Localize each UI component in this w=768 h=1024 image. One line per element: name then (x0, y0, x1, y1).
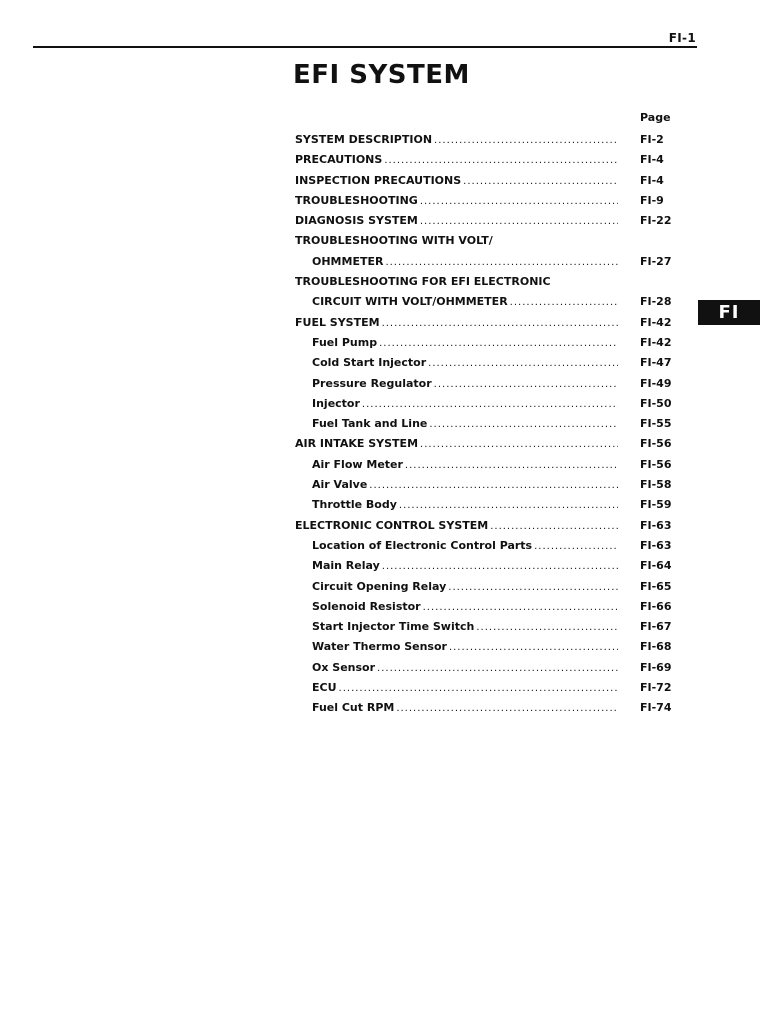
toc-entry[interactable] (294, 475, 684, 495)
toc-entry (294, 231, 684, 251)
toc-entry-title: Pressure Regulator (312, 376, 432, 390)
toc-entry-title: TROUBLESHOOTING FOR EFI ELECTRONIC (295, 275, 551, 289)
toc-entry-page: FI-4 (640, 173, 664, 187)
toc-entry[interactable] (294, 252, 684, 272)
toc-entry (294, 272, 684, 292)
toc-entry[interactable] (294, 150, 684, 170)
page-number: FI-1 (668, 31, 696, 45)
toc-entry-title: ECU (312, 681, 337, 695)
toc-entry-page: FI-64 (640, 559, 672, 573)
dot-leader (448, 578, 618, 598)
toc-entry-title: Location of Electronic Control Parts (312, 538, 533, 552)
toc-entry[interactable] (294, 333, 684, 353)
toc-entry-page: FI-4 (640, 153, 664, 167)
toc-entry[interactable] (294, 455, 684, 475)
toc-entry[interactable] (294, 171, 684, 191)
toc-entry[interactable] (294, 516, 684, 536)
toc-entry-title: Main Relay (312, 559, 380, 573)
toc-entry-title: Air Valve (312, 478, 368, 492)
dot-leader (463, 172, 618, 192)
toc-entry-title: Start Injector Time Switch (312, 620, 475, 634)
toc-entry-page: FI-47 (640, 356, 672, 370)
toc-entry[interactable] (294, 577, 684, 597)
toc-entry-title: Fuel Pump (312, 335, 378, 349)
dot-leader (429, 415, 618, 435)
dot-leader (399, 496, 618, 516)
toc-entry-title: Cold Start Injector (312, 356, 427, 370)
toc-entry-page: FI-50 (640, 396, 672, 410)
section-tab[interactable]: FI (698, 300, 760, 325)
toc-entry-page: FI-67 (640, 620, 672, 634)
toc-entry-title: TROUBLESHOOTING (295, 193, 418, 207)
dot-leader (339, 679, 618, 699)
toc-entry-title: ELECTRONIC CONTROL SYSTEM (295, 518, 489, 532)
toc-entry-title: Water Thermo Sensor (312, 640, 447, 654)
toc-entry-page: FI-55 (640, 417, 672, 431)
toc-entry-title: Air Flow Meter (312, 457, 403, 471)
toc-entry[interactable] (294, 191, 684, 211)
dot-leader (377, 659, 618, 679)
toc-entry[interactable] (294, 313, 684, 333)
dot-leader (428, 354, 618, 374)
toc-entry-page: FI-68 (640, 640, 672, 654)
toc-entry-title: DIAGNOSIS SYSTEM (295, 214, 418, 228)
dot-leader (405, 456, 618, 476)
dot-leader (385, 253, 618, 273)
toc-entry[interactable] (294, 637, 684, 657)
toc-entry-title: FUEL SYSTEM (295, 315, 380, 329)
table-of-contents (294, 130, 684, 719)
toc-entry-title: Circuit Opening Relay (312, 579, 447, 593)
toc-entry[interactable] (294, 374, 684, 394)
toc-entry-page: FI-63 (640, 538, 672, 552)
toc-entry-page: FI-9 (640, 193, 664, 207)
page-column-label: Page (640, 111, 671, 124)
header-rule (33, 46, 697, 48)
toc-entry[interactable] (294, 211, 684, 231)
dot-leader (434, 131, 618, 151)
dot-leader (420, 212, 618, 232)
dot-leader (379, 334, 618, 354)
toc-entry[interactable] (294, 414, 684, 434)
toc-entry-title: Injector (312, 396, 360, 410)
dot-leader (449, 638, 618, 658)
toc-entry[interactable] (294, 617, 684, 637)
toc-entry-title: Fuel Tank and Line (312, 417, 428, 431)
dot-leader (490, 517, 618, 537)
toc-entry-page: FI-56 (640, 437, 672, 451)
dot-leader (476, 618, 618, 638)
toc-entry-title: Fuel Cut RPM (312, 701, 395, 715)
toc-entry-title: Ox Sensor (312, 660, 376, 674)
dot-leader (382, 557, 618, 577)
toc-entry[interactable] (294, 597, 684, 617)
toc-entry-title: CIRCUIT WITH VOLT/OHMMETER (312, 295, 508, 309)
toc-entry[interactable] (294, 678, 684, 698)
toc-entry-page: FI-69 (640, 660, 672, 674)
toc-entry-title: AIR INTAKE SYSTEM (295, 437, 419, 451)
toc-entry[interactable] (294, 495, 684, 515)
toc-entry[interactable] (294, 353, 684, 373)
toc-entry-page: FI-72 (640, 681, 672, 695)
toc-entry-page: FI-42 (640, 335, 672, 349)
dot-leader (510, 293, 618, 313)
toc-entry-page: FI-28 (640, 295, 672, 309)
toc-entry-title: TROUBLESHOOTING WITH VOLT/ (295, 234, 493, 248)
toc-entry-title: OHMMETER (312, 254, 384, 268)
toc-entry-title: PRECAUTIONS (295, 153, 383, 167)
toc-entry-title: Solenoid Resistor (312, 599, 421, 613)
toc-entry-page: FI-56 (640, 457, 672, 471)
toc-entry-page: FI-74 (640, 701, 672, 715)
toc-entry[interactable] (294, 698, 684, 718)
dot-leader (362, 395, 618, 415)
toc-entry-title: INSPECTION PRECAUTIONS (295, 173, 462, 187)
page-title: EFI SYSTEM (293, 60, 470, 90)
toc-entry-page: FI-27 (640, 254, 672, 268)
dot-leader (423, 598, 618, 618)
toc-entry[interactable] (294, 434, 684, 454)
dot-leader (534, 537, 618, 557)
dot-leader (434, 375, 618, 395)
toc-entry[interactable] (294, 292, 684, 312)
dot-leader (420, 192, 618, 212)
dot-leader (369, 476, 618, 496)
toc-entry-title: Throttle Body (312, 498, 397, 512)
dot-leader (420, 435, 618, 455)
toc-entry-page: FI-22 (640, 214, 672, 228)
dot-leader (396, 699, 618, 719)
toc-entry[interactable] (294, 130, 684, 150)
dot-leader (384, 151, 618, 171)
toc-entry-page: FI-42 (640, 315, 672, 329)
toc-entry-page: FI-59 (640, 498, 672, 512)
toc-entry-title: SYSTEM DESCRIPTION (295, 133, 433, 146)
toc-entry-page: FI-49 (640, 376, 672, 390)
toc-entry-page: FI-66 (640, 599, 672, 613)
toc-entry-page: FI-58 (640, 478, 672, 492)
toc-entry-page: FI-63 (640, 518, 672, 532)
dot-leader (382, 314, 618, 334)
toc-entry[interactable] (294, 658, 684, 678)
toc-entry[interactable] (294, 394, 684, 414)
toc-entry-page: FI-2 (640, 133, 664, 146)
toc-entry[interactable] (294, 536, 684, 556)
toc-entry[interactable] (294, 556, 684, 576)
toc-entry-page: FI-65 (640, 579, 672, 593)
